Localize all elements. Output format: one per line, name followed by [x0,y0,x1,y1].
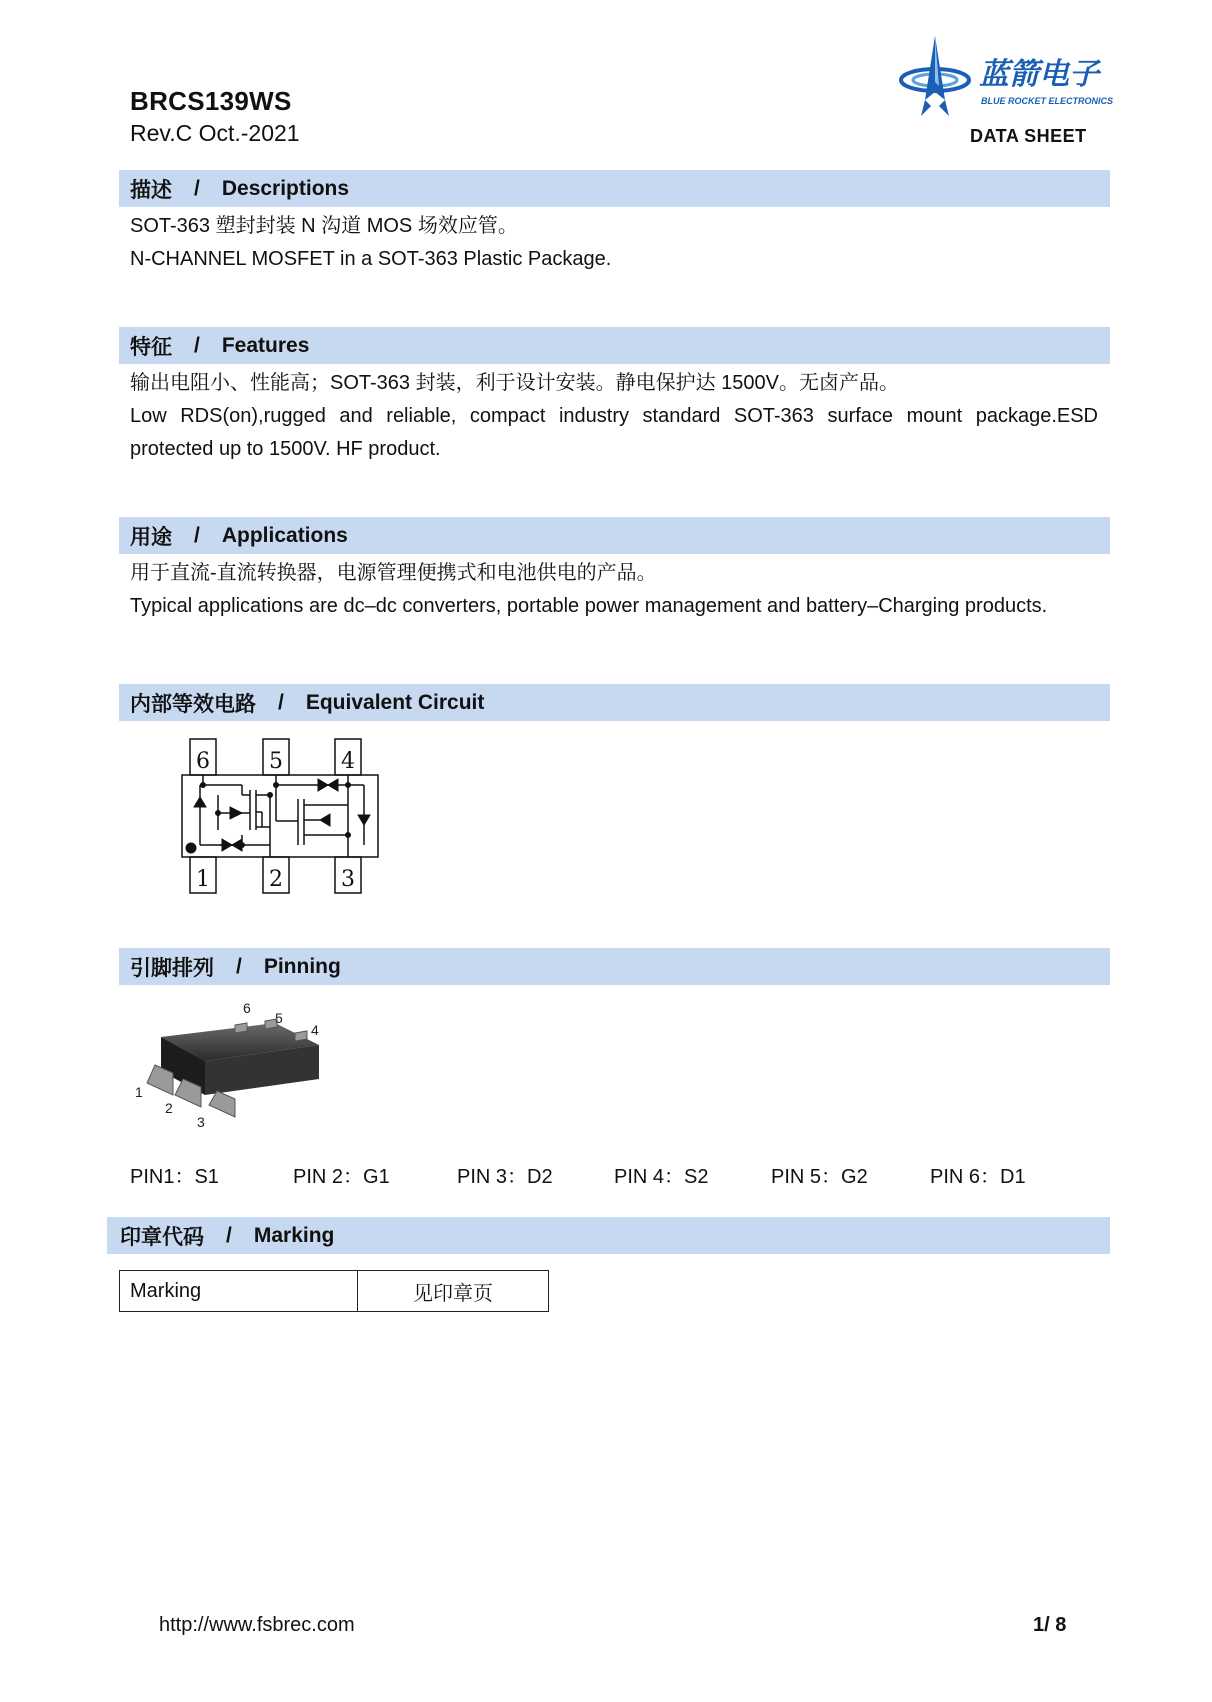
package-label-3: 3 [197,1114,205,1130]
doc-type: DATA SHEET [970,126,1087,146]
description-en: N-CHANNEL MOSFET in a SOT-363 Plastic Package. [130,248,612,270]
part-number: BRCS139WS [130,86,292,116]
package-label-2: 2 [165,1100,173,1116]
pin-assignment-row [0,1160,1212,1190]
pin-4-label: PIN 4：S2 [614,1166,709,1188]
page-number: 1/ 8 [1033,1614,1067,1636]
marking-table-label: Marking [120,1271,358,1312]
section-header-descriptions: 描述 / Descriptions [119,170,1110,207]
section-header-circuit: 内部等效电路 / Equivalent Circuit [119,684,1110,721]
svg-text:BLUE ROCKET ELECTRONICS: BLUE ROCKET ELECTRONICS [981,96,1114,106]
package-label-4: 4 [311,1022,319,1038]
package-label-1: 1 [135,1084,143,1100]
package-label-5: 5 [275,1010,283,1026]
features-en: Low RDS(on),rugged and reliable, compact industry standard SOT-363 surface mount package.ESD protected up to 1500V. HF product. [130,405,1098,460]
circuit-pin-2: 2 [269,867,283,892]
svg-text:蓝箭电子: 蓝箭电子 [979,57,1099,92]
pin-3-label: PIN 3：D2 [457,1166,553,1188]
applications-en: Typical applications are dc–dc converters, portable power management and battery–Charging products. [130,595,1048,617]
applications-zh: 用于直流-直流转换器，电源管理便携式和电池供电的产品。 [130,562,657,584]
circuit-pin-5: 5 [269,749,283,774]
circuit-pin-4: 4 [341,749,355,774]
circuit-pin-6: 6 [196,749,210,774]
revision: Rev.C Oct.-2021 [130,120,300,146]
pin-5-label: PIN 5：G2 [771,1166,868,1188]
equivalent-circuit-diagram [170,735,390,905]
features-zh: 输出电阻小、性能高；SOT-363 封装，利于设计安装。静电保护达 1500V。无卤产品。 [130,372,899,394]
pin-1-label: PIN1：S1 [130,1166,219,1188]
section-header-marking: 印章代码 / Marking [107,1217,1110,1254]
footer-url[interactable]: http://www.fsbrec.com [159,1614,355,1636]
marking-table [119,1270,549,1312]
pin-6-label: PIN 6：D1 [930,1166,1026,1188]
section-header-pinning: 引脚排列 / Pinning [119,948,1110,985]
pin-2-label: PIN 2：G1 [293,1166,390,1188]
circuit-pin-3: 3 [341,867,355,892]
marking-table-value: 见印章页 [358,1271,549,1312]
description-zh: SOT-363 塑封封装 N 沟道 MOS 场效应管。 [130,215,518,237]
section-header-features: 特征 / Features [119,327,1110,364]
company-logo [895,36,1125,122]
package-image [125,995,335,1135]
section-header-applications: 用途 / Applications [119,517,1110,554]
circuit-pin-1: 1 [196,867,210,892]
package-label-6: 6 [243,1000,251,1016]
